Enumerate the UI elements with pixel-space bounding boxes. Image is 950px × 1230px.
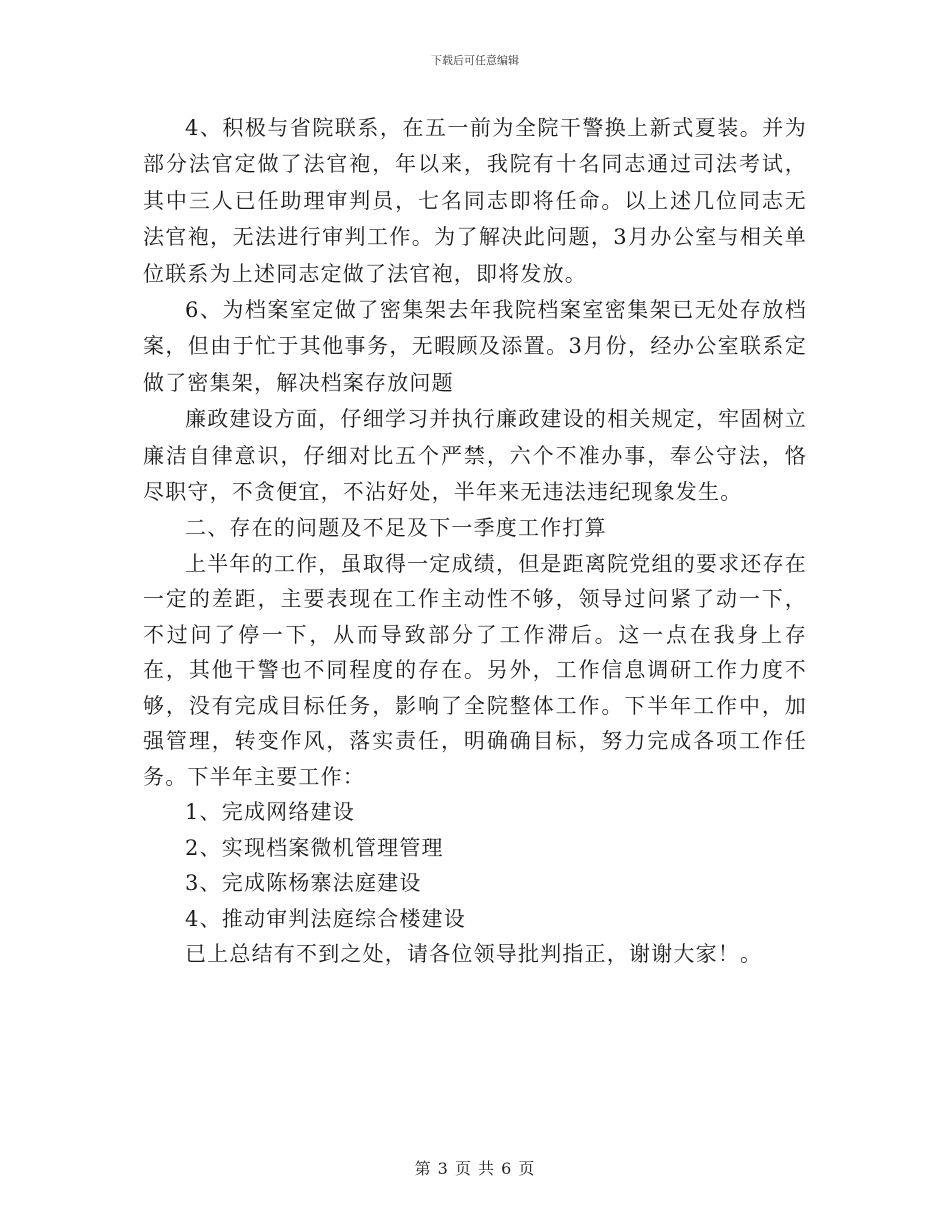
document-body: [143, 110, 807, 973]
paragraph-uniforms: 4、积极与省院联系，在五一前为全院干警换上新式夏装。并为部分法官定做了法官袍，年以来，我院有十名同志通过司法考试，其中三人已任助理审判员，七名同志即将任命。以上述几位同志无法官袍，无法进行审判工作。为了解决此问题，3月办公室与相关单位联系为上述同志定做了法官袍，即将发放。: [143, 116, 807, 286]
list-item-network: 1、完成网络建设: [185, 800, 355, 825]
list-item-trial-building: 4、推动审判法庭综合楼建设: [185, 906, 466, 931]
paragraph-closing: 已上总结有不到之处，请各位领导批判指正，谢谢大家！。: [185, 942, 763, 967]
section-heading-problems: 二、存在的问题及不足及下一季度工作打算: [185, 516, 607, 541]
paragraph-integrity: 廉政建设方面，仔细学习并执行廉政建设的相关规定，牢固树立廉洁自律意识，仔细对比五个严禁，六个不准办事，奉公守法，恪尽职守，不贪便宜，不沾好处，半年来无违法违纪现象发生。: [143, 407, 807, 505]
paragraph-shortcomings: 上半年的工作，虽取得一定成绩，但是距离院党组的要求还存在一定的差距，主要表现在工作主动性不够，领导过问紧了动一下，不过问了停一下，从而导致部分了工作滞后。这一点在我身上存在，其他干警也不同程度的存在。另外，工作信息调研工作力度不够，没有完成目标任务，影响了全院整体工作。下半年工作中，加强管理，转变作风，落实责任，明确确目标，努力完成各项工作任务。下半年主要工作：: [143, 551, 807, 789]
list-item-court-construction: 3、完成陈杨寨法庭建设: [185, 871, 422, 896]
paragraph-archive-shelves: 6、为档案室定做了密集架去年我院档案室密集架已无处存放档案，但由于忙于其他事务，无暇顾及添置。3月份，经办公室联系定做了密集架，解决档案存放问题: [143, 298, 807, 395]
page-number: 第 3 页 共 6 页: [414, 1159, 536, 1178]
list-item-archive-computer: 2、实现档案微机管理管理: [185, 835, 444, 860]
header-note: 下载后可任意编辑: [431, 54, 519, 67]
